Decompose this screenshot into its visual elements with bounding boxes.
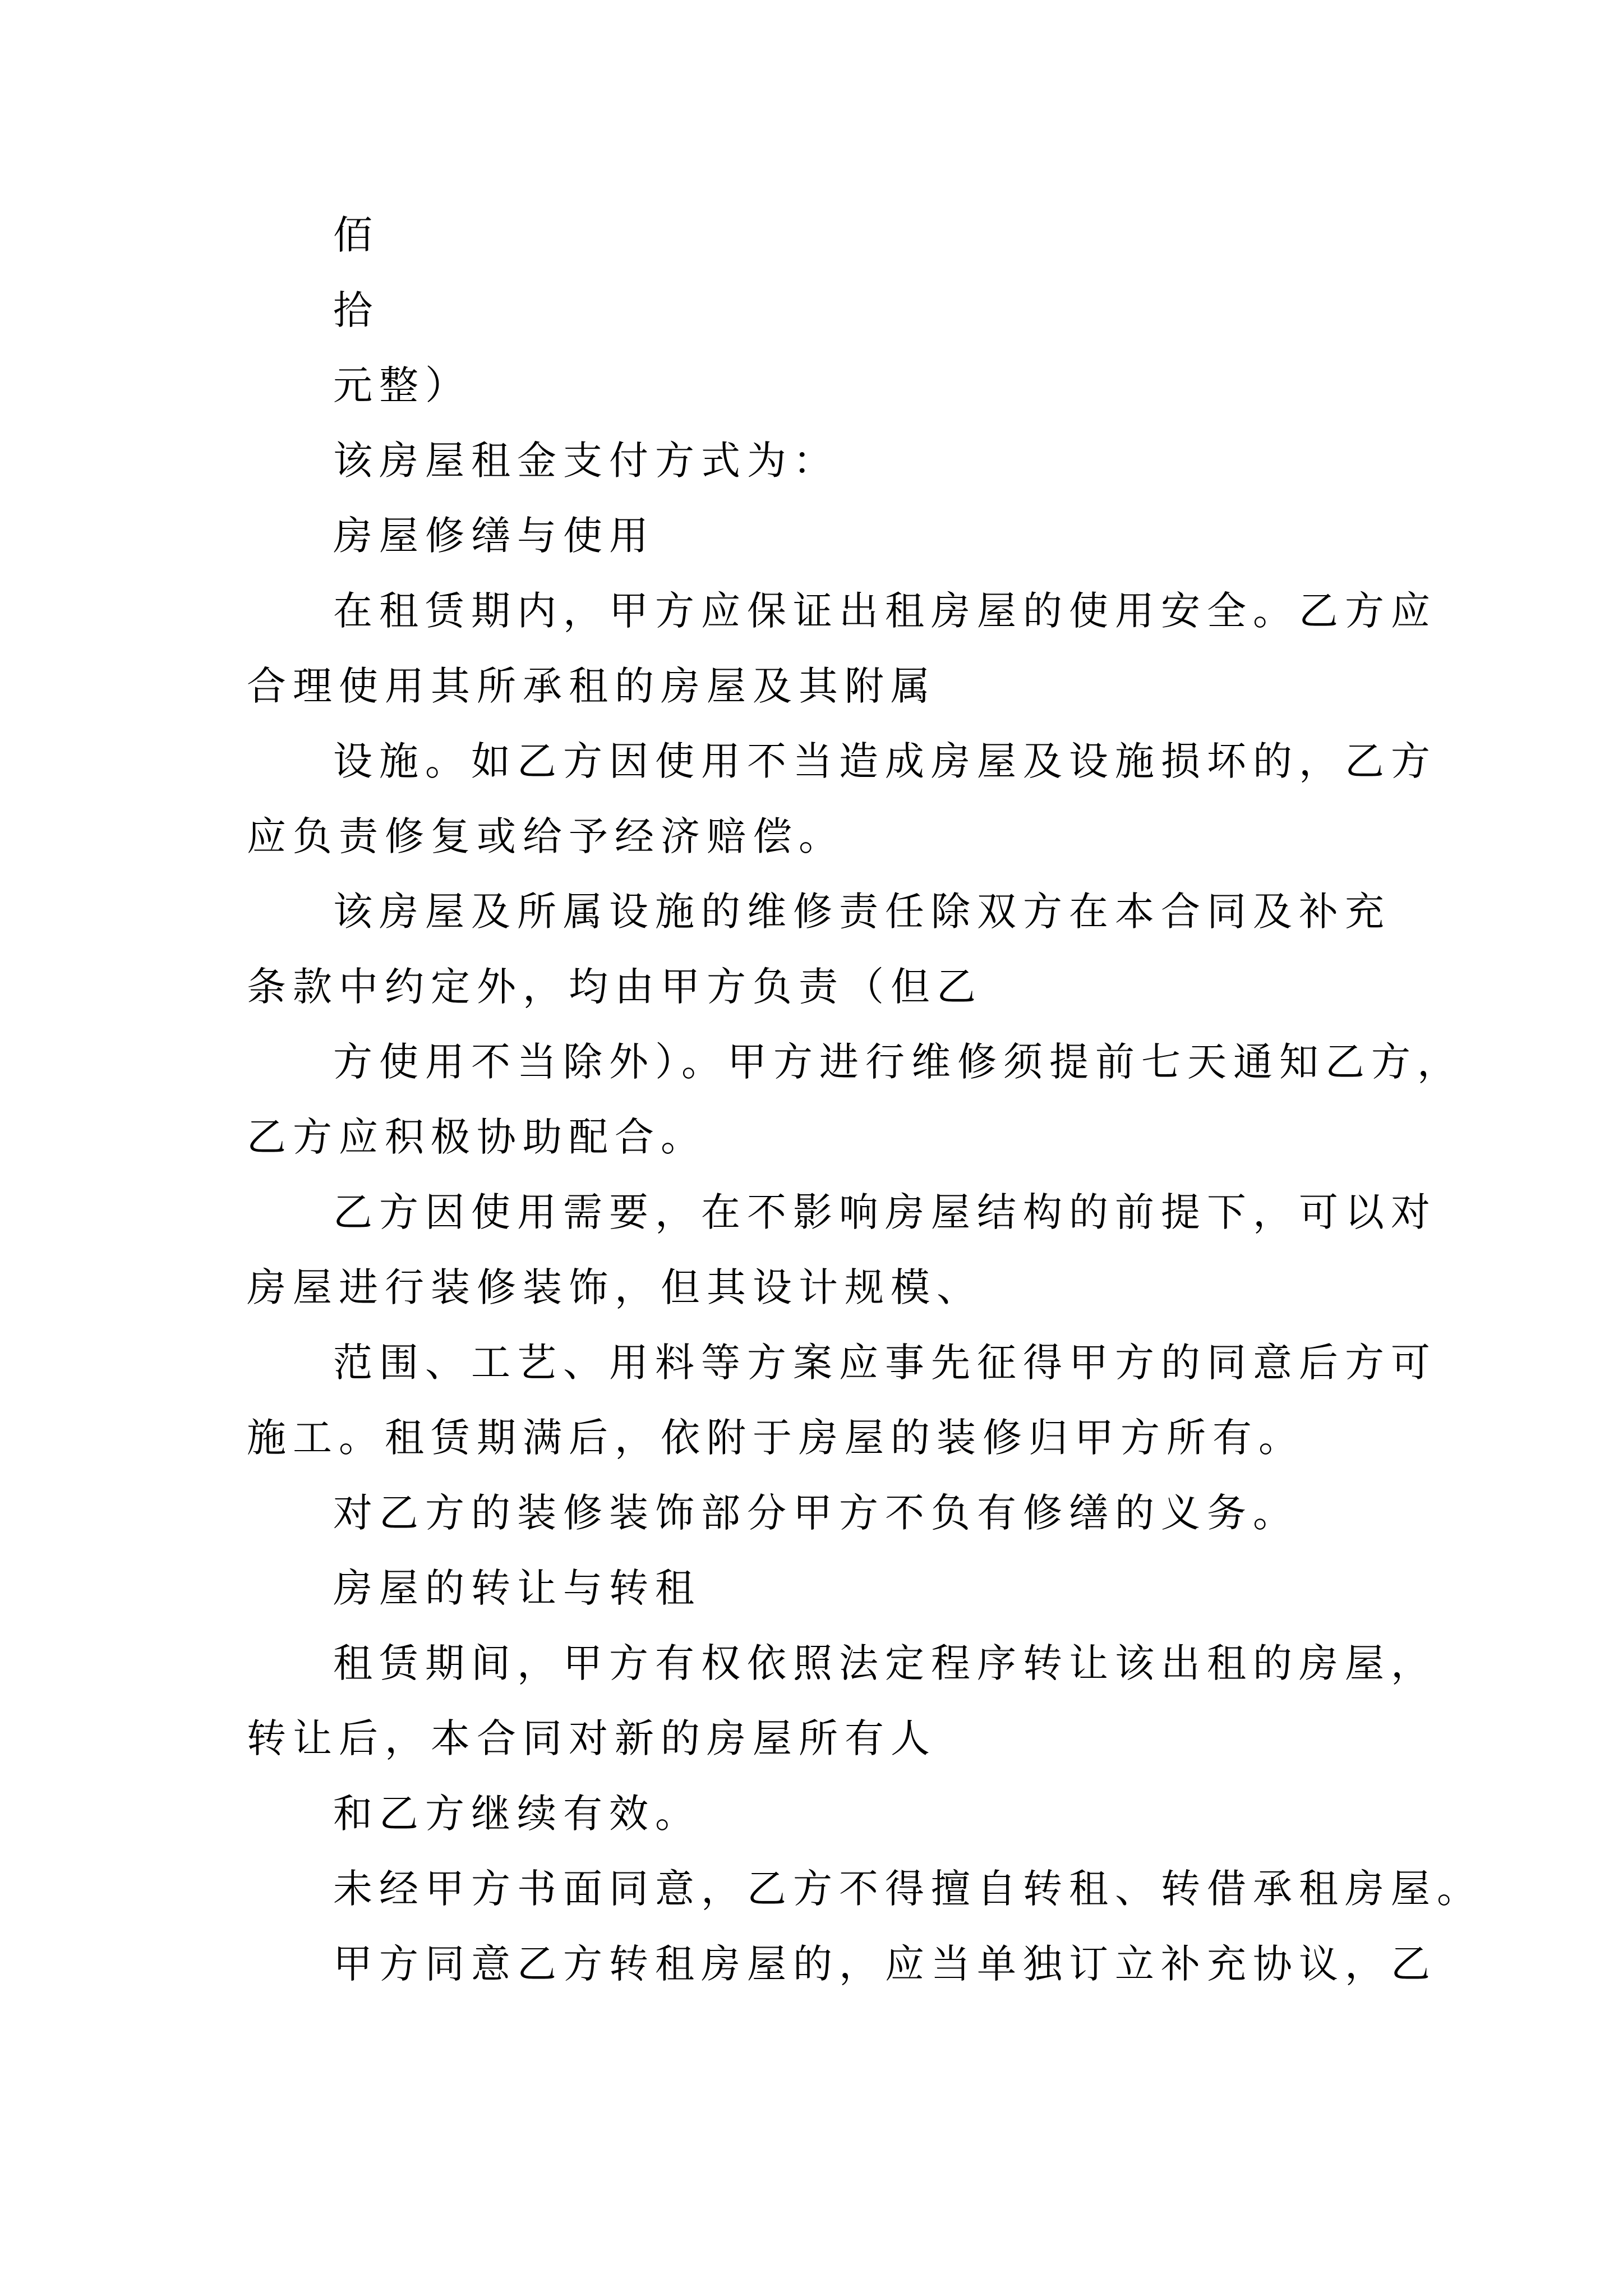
text-line: 该房屋及所属设施的维修责任除双方在本合同及补充 [333, 889, 1391, 935]
text-line: 在租赁期内，甲方应保证出租房屋的使用安全。乙方应 [333, 588, 1437, 634]
text-line: 范围、工艺、用料等方案应事先征得甲方的同意后方可 [333, 1340, 1437, 1386]
text-line: 设施。如乙方因使用不当造成房屋及设施损坏的，乙方 [333, 738, 1437, 784]
text-line: 房屋进行装修装饰，但其设计规模、 [247, 1264, 983, 1310]
text-line: 方使用不当除外）。甲方进行维修须提前七天通知乙方， [333, 1039, 1463, 1085]
text-line: 佰 [333, 212, 379, 258]
text-line: 拾 [333, 287, 379, 333]
text-line: 乙方因使用需要，在不影响房屋结构的前提下，可以对 [333, 1189, 1437, 1235]
text-line: 未经甲方书面同意，乙方不得擅自转租、转借承租房屋。 [333, 1866, 1483, 1912]
text-line: 条款中约定外，均由甲方负责（但乙 [247, 964, 983, 1010]
text-line: 转让后，本合同对新的房屋所有人 [247, 1715, 937, 1761]
text-line: 甲方同意乙方转租房屋的，应当单独订立补充协议，乙 [333, 1941, 1437, 1987]
text-line: 和乙方继续有效。 [333, 1791, 701, 1837]
text-line: 乙方应积极协助配合。 [247, 1114, 707, 1160]
text-line: 房屋修缮与使用 [333, 513, 655, 559]
text-line: 房屋的转让与转租 [333, 1565, 701, 1611]
text-line: 元整） [333, 362, 471, 408]
text-line: 该房屋租金支付方式为： [333, 438, 839, 484]
text-line: 租赁期间，甲方有权依照法定程序转让该出租的房屋， [333, 1640, 1437, 1686]
document-body [247, 197, 1483, 2001]
text-line: 合理使用其所承租的房屋及其附属 [247, 663, 937, 709]
text-line: 施工。租赁期满后，依附于房屋的装修归甲方所有。 [247, 1415, 1304, 1461]
text-line: 对乙方的装修装饰部分甲方不负有修缮的义务。 [333, 1490, 1299, 1536]
text-line: 应负责修复或给予经济赔偿。 [247, 813, 845, 859]
